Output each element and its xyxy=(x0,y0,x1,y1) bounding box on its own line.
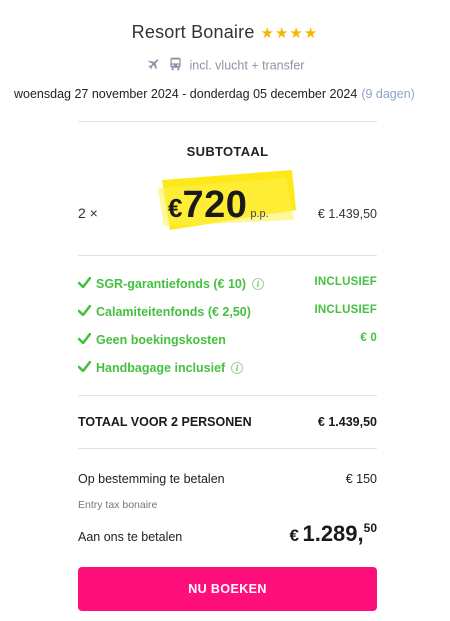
check-icon xyxy=(78,361,92,375)
check-icon xyxy=(78,305,92,319)
inclusion-row xyxy=(78,276,377,292)
book-now-button[interactable]: NU BOEKEN xyxy=(78,567,377,611)
transport-info xyxy=(0,57,450,74)
total-row xyxy=(78,415,377,429)
date-range: woensdag 27 november 2024 - donderdag 05 december 2024 xyxy=(14,87,358,101)
total-label: TOTAAL VOOR 2 PERSONEN xyxy=(78,415,252,429)
inclusion-label: Handbagage inclusief xyxy=(96,360,226,375)
price-amount: 720 xyxy=(182,184,248,226)
info-icon[interactable]: i xyxy=(252,278,264,290)
destination-payment-row xyxy=(78,472,377,486)
price-currency: € xyxy=(168,193,183,223)
divider xyxy=(78,395,377,396)
hotel-name: Resort Bonaire xyxy=(131,22,255,42)
inclusion-row xyxy=(78,332,377,348)
destination-value: € 150 xyxy=(345,472,377,486)
transport-text: incl. vlucht + transfer xyxy=(189,58,305,73)
total-value: € 1.439,50 xyxy=(317,415,377,429)
inclusion-row xyxy=(78,304,377,320)
pay-currency: € xyxy=(289,526,299,545)
hotel-title xyxy=(0,22,450,43)
inclusion-row xyxy=(78,360,377,376)
subtotal-heading: SUBTOTAAL xyxy=(186,144,269,159)
inclusion-label: Calamiteitenfonds (€ 2,50) xyxy=(96,304,251,319)
destination-label: Op bestemming te betalen xyxy=(78,472,225,486)
quantity: 2 × xyxy=(78,205,98,221)
inclusion-value: INCLUSIEF xyxy=(314,304,377,316)
star-rating: ★★★★ xyxy=(260,25,319,42)
inclusion-label: SGR-garantiefonds (€ 10) xyxy=(96,276,247,291)
pay-cents: 50 xyxy=(363,521,377,535)
pay-label: Aan ons te betalen xyxy=(78,530,183,544)
info-icon[interactable]: i xyxy=(231,362,243,374)
travel-dates xyxy=(14,87,415,101)
pay-whole: 1.289, xyxy=(302,521,364,546)
check-icon xyxy=(78,333,92,347)
entry-tax-note: Entry tax bonaire xyxy=(78,499,158,511)
subtotal-amount: € 1.439,50 xyxy=(317,207,377,221)
pay-amount xyxy=(290,521,377,547)
airplane-icon xyxy=(146,57,162,74)
inclusion-label: Geen boekingskosten xyxy=(96,332,226,347)
duration-days: (9 dagen) xyxy=(361,87,415,101)
divider xyxy=(78,121,377,122)
check-icon xyxy=(78,277,92,291)
divider xyxy=(78,448,377,449)
inclusion-value: INCLUSIEF xyxy=(314,276,377,288)
inclusion-value: € 0 xyxy=(360,332,377,344)
divider xyxy=(78,255,377,256)
bus-icon xyxy=(169,57,182,74)
price-per-person xyxy=(168,184,269,227)
per-person-label: p.p. xyxy=(250,208,269,220)
